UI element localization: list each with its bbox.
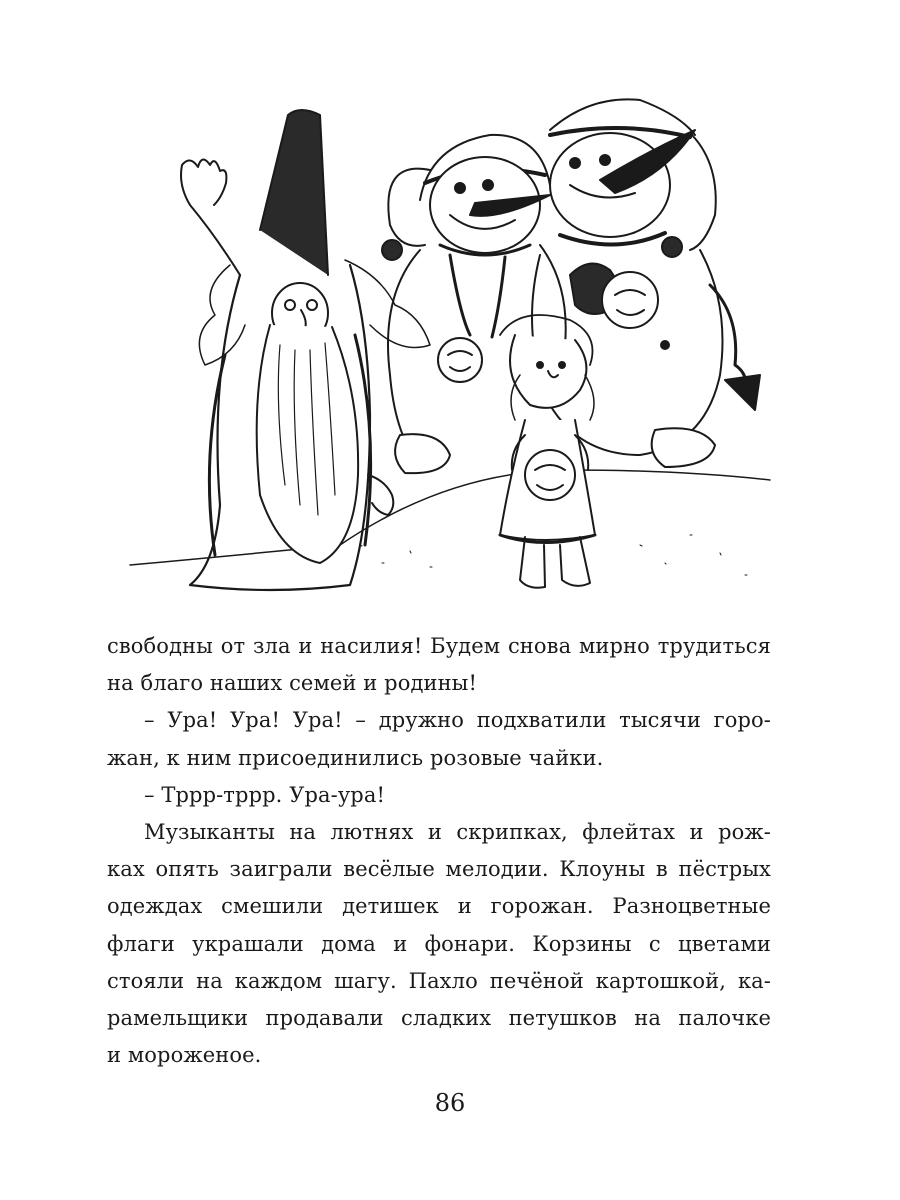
text-line: – Тррр-тррр. Ура-ура! bbox=[144, 782, 385, 807]
text-line: – Ура! Ура! Ура! – дружно подхватили тысячи горо- bbox=[144, 708, 771, 733]
text-line: свободны от зла и насилия! Будем снова мирно трудиться bbox=[107, 634, 771, 658]
text-line: стояли на каждом шагу. Пахло печёной картошкой, ка- bbox=[107, 968, 771, 993]
text-line: Музыканты на лютнях и скрипках, флейтах и рож- bbox=[144, 819, 771, 844]
text-line: жан, к ним присоединились розовые чайки. bbox=[107, 745, 604, 770]
page-number: 86 bbox=[434, 1089, 466, 1117]
text-line: флаги украшали дома и фонари. Корзины с цветами bbox=[107, 931, 771, 956]
text-line: ках опять заиграли весёлые мелодии. Клоуны в пёстрых bbox=[107, 857, 771, 882]
illustration-wizard-snowmen bbox=[120, 75, 780, 605]
text-line: и мороженое. bbox=[107, 1043, 262, 1068]
text-line: рамельщики продавали сладких петушков на палочке bbox=[107, 1005, 771, 1030]
body-text bbox=[107, 628, 771, 1074]
text-line: на благо наших семей и родины! bbox=[107, 671, 478, 696]
text-line: одеждах смешили детишек и горожан. Разноцветные bbox=[107, 894, 771, 919]
